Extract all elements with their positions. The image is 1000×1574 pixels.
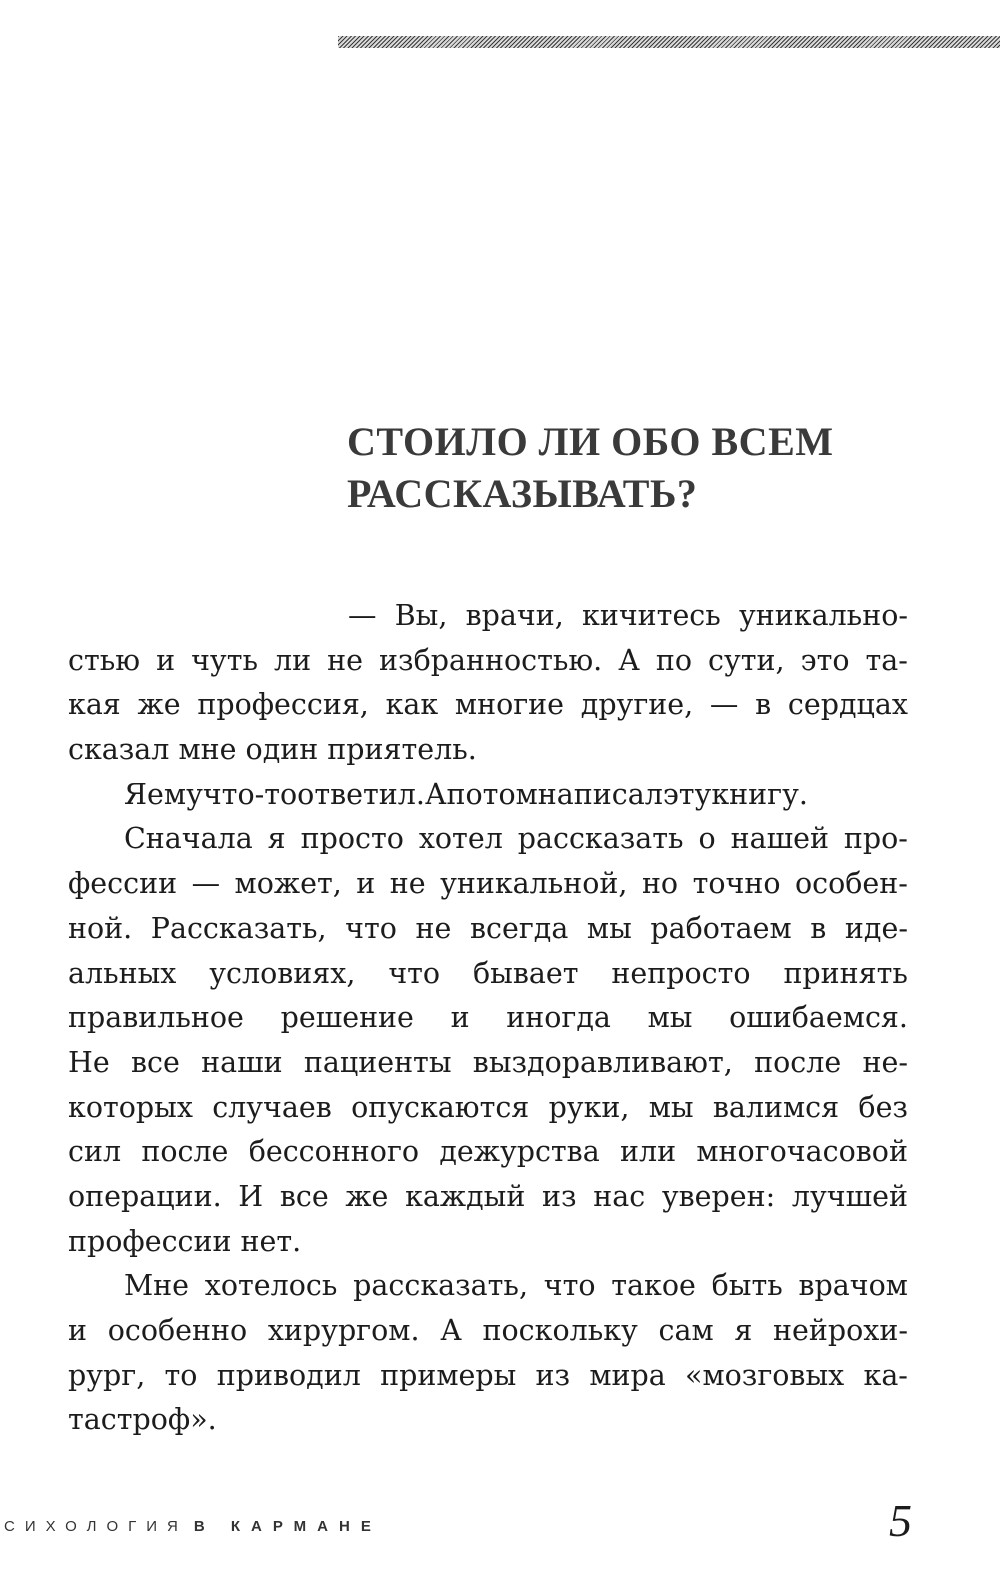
word: избранностью. xyxy=(379,643,603,677)
word: что-то xyxy=(202,777,298,811)
text-line xyxy=(68,1175,908,1220)
word: ка- xyxy=(863,1358,908,1392)
word: решение xyxy=(280,1001,414,1035)
word: многие xyxy=(454,688,565,722)
text-line xyxy=(68,996,908,1041)
word: что xyxy=(345,911,397,945)
text-line xyxy=(68,907,908,952)
word: же xyxy=(345,1179,389,1213)
word: сказал мне один приятель. xyxy=(68,733,477,767)
text-line xyxy=(68,594,908,639)
word: Мне xyxy=(124,1269,190,1303)
word: условиях, xyxy=(209,956,356,990)
text-line xyxy=(68,639,908,684)
word: врачи, xyxy=(465,599,564,632)
series-title-bold: В КАРМАНЕ xyxy=(193,1518,382,1535)
word: профессия, xyxy=(197,688,369,722)
word: но xyxy=(641,867,679,901)
word: точно xyxy=(692,867,781,901)
word: рассказать, xyxy=(353,1269,528,1303)
word: сам xyxy=(658,1314,714,1347)
series-title-light: СИХОЛОГИЯ xyxy=(4,1518,188,1535)
word: все xyxy=(279,1179,329,1213)
word: быть xyxy=(711,1269,783,1303)
text-line xyxy=(68,817,908,862)
word: после xyxy=(754,1045,842,1079)
word: мы xyxy=(648,1090,694,1124)
word: мы xyxy=(647,1001,693,1035)
word: ему xyxy=(147,777,203,811)
word: не xyxy=(327,643,364,677)
word: врачом xyxy=(798,1269,908,1303)
word: руки, xyxy=(548,1090,630,1124)
word: не xyxy=(415,911,452,945)
word: по xyxy=(655,643,693,677)
word: рург, xyxy=(68,1358,146,1392)
chapter-title-line-1: СТОИЛО ЛИ ОБО ВСЕМ xyxy=(347,419,834,464)
word: кая xyxy=(68,688,121,722)
word: Сначала xyxy=(124,822,253,856)
word: это xyxy=(800,643,850,677)
word: та- xyxy=(865,643,908,677)
word: А xyxy=(424,777,447,811)
word: или xyxy=(620,1135,677,1169)
word: нейрохи- xyxy=(773,1314,908,1347)
word: каждый xyxy=(405,1179,526,1213)
word: профессии нет. xyxy=(68,1224,302,1258)
word: примеры xyxy=(380,1358,517,1392)
word: может, xyxy=(234,867,342,901)
word: и xyxy=(356,867,376,901)
word: А xyxy=(440,1314,462,1347)
word: иде- xyxy=(844,911,908,945)
word: что xyxy=(543,1269,596,1303)
chapter-body xyxy=(68,594,908,1443)
text-line xyxy=(68,1398,908,1443)
word: хотел xyxy=(418,822,503,856)
word: нас xyxy=(593,1179,646,1213)
word: и xyxy=(450,1001,470,1035)
word: лучшей xyxy=(791,1179,908,1213)
word: фессии xyxy=(68,867,178,901)
word: особенно xyxy=(107,1314,248,1347)
word: я xyxy=(734,1314,753,1347)
word: книгу. xyxy=(711,777,808,811)
word: о xyxy=(698,822,716,856)
word: чуть xyxy=(191,643,258,677)
word: валимся xyxy=(712,1090,840,1124)
word: — xyxy=(191,867,221,901)
word: без xyxy=(858,1090,908,1124)
word: уверен: xyxy=(661,1179,776,1213)
word: — xyxy=(709,688,739,722)
word: в xyxy=(755,688,772,722)
word: ответил. xyxy=(297,777,425,811)
word: выздоравливают, xyxy=(472,1045,733,1079)
word: поскольку xyxy=(482,1314,638,1347)
word: альных xyxy=(68,956,177,990)
word: все xyxy=(131,1045,180,1079)
word: которых xyxy=(68,1090,193,1124)
word: эту xyxy=(662,777,712,811)
word: в xyxy=(810,911,827,945)
page-number: 5 xyxy=(889,1495,912,1546)
text-line xyxy=(68,1086,908,1131)
word: случаев xyxy=(212,1090,332,1124)
text-line xyxy=(68,773,908,818)
chapter-title xyxy=(347,416,907,520)
word: многочасовой xyxy=(696,1135,908,1169)
text-line xyxy=(68,1220,908,1265)
word: уникальной, xyxy=(440,867,628,901)
word: бессонного xyxy=(248,1135,420,1169)
word: что xyxy=(388,956,441,990)
chapter-title-line-2: РАССКАЗЫВАТЬ? xyxy=(347,471,698,516)
paragraph xyxy=(68,817,908,1264)
word: же xyxy=(137,688,181,722)
word: хотелось xyxy=(204,1269,338,1303)
word: принять xyxy=(783,956,908,990)
word: «мозговых xyxy=(685,1358,845,1392)
paragraph xyxy=(68,1264,908,1443)
series-title xyxy=(4,1518,382,1535)
word: Не xyxy=(68,1045,110,1079)
word: всегда xyxy=(469,911,569,945)
word: приводил xyxy=(216,1358,361,1392)
word: ошибаемся. xyxy=(729,1001,908,1035)
word: не- xyxy=(862,1045,908,1079)
text-line xyxy=(68,952,908,997)
word: особен- xyxy=(794,867,908,901)
word: написал xyxy=(537,777,663,811)
word: сил xyxy=(68,1135,122,1169)
word: рассказать xyxy=(517,822,684,856)
word: дежурства xyxy=(439,1135,600,1169)
word: иногда xyxy=(506,1001,611,1035)
text-line xyxy=(68,862,908,907)
word: то xyxy=(164,1358,198,1392)
word: стью xyxy=(68,643,141,677)
word: нашей xyxy=(730,822,829,856)
word: ли xyxy=(274,643,312,677)
text-line xyxy=(68,683,908,728)
word: наши xyxy=(201,1045,283,1079)
word: я xyxy=(267,822,286,856)
text-line xyxy=(68,728,908,773)
word: про- xyxy=(843,822,908,856)
word: Вы, xyxy=(394,599,448,632)
paragraph xyxy=(68,773,908,818)
word: уникально- xyxy=(739,599,908,632)
word: мира xyxy=(589,1358,666,1392)
word: сердцах xyxy=(787,688,908,722)
word: другие, xyxy=(580,688,694,722)
word: не xyxy=(389,867,426,901)
text-line xyxy=(68,1354,908,1399)
word: и xyxy=(156,643,176,677)
header-decorative-rule xyxy=(338,36,1000,48)
word: Я xyxy=(124,777,148,811)
word: правильное xyxy=(68,1001,244,1035)
word: тастроф». xyxy=(68,1403,217,1437)
word: — xyxy=(348,599,377,632)
word: пациенты xyxy=(303,1045,452,1079)
word: И xyxy=(238,1179,264,1213)
word: А xyxy=(618,643,640,677)
word: и xyxy=(68,1314,87,1347)
word: работаем xyxy=(650,911,792,945)
word: мы xyxy=(586,911,632,945)
text-line xyxy=(68,1309,908,1354)
word: просто xyxy=(300,822,404,856)
word: из xyxy=(535,1358,571,1392)
word: ной. xyxy=(68,911,133,945)
word: как xyxy=(385,688,439,722)
word: после xyxy=(141,1135,229,1169)
word: хирургом. xyxy=(267,1314,420,1347)
word: из xyxy=(542,1179,577,1213)
text-line xyxy=(68,1041,908,1086)
word: опускаются xyxy=(351,1090,530,1124)
word: потом xyxy=(446,777,538,811)
text-line xyxy=(68,1130,908,1175)
word: кичитесь xyxy=(582,599,721,632)
text-line xyxy=(68,1264,908,1309)
word: бывает xyxy=(472,956,579,990)
word: непросто xyxy=(611,956,751,990)
word: такое xyxy=(611,1269,696,1303)
word: Рассказать, xyxy=(150,911,327,945)
word: операции. xyxy=(68,1179,222,1213)
word: сути, xyxy=(708,643,785,677)
paragraph xyxy=(68,594,908,773)
